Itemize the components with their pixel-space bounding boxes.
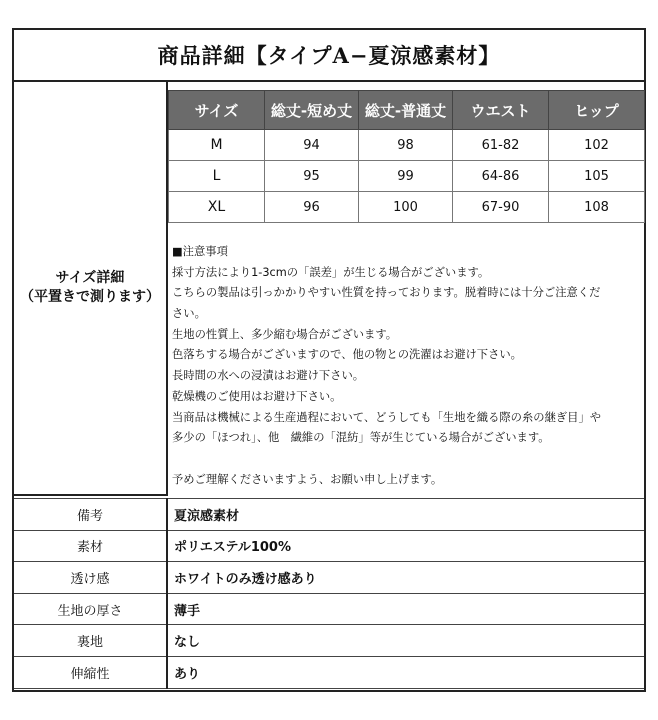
cell-hip: 108 (549, 192, 645, 223)
cell-length-regular: 98 (359, 130, 453, 161)
spec-row-stretch (14, 656, 644, 688)
spec-value: ポリエステル100% (167, 530, 644, 562)
size-table (168, 90, 645, 223)
note-line: 乾燥機のご使用はお避け下さい。 (172, 389, 342, 403)
cell-waist: 67-90 (453, 192, 549, 223)
spec-row-remarks (14, 499, 644, 531)
note-line: さい。 (172, 307, 206, 321)
product-detail-frame (12, 28, 646, 692)
cell-length-short: 94 (265, 130, 359, 161)
note-line: 当商品は機械による生産過程において、どうしても「生地を織る際の糸の継ぎ目」や (172, 410, 602, 424)
size-detail-label (14, 82, 168, 496)
spec-row-sheerness (14, 562, 644, 594)
note-blank-line (172, 449, 640, 470)
cell-length-regular: 99 (359, 161, 453, 192)
cell-size: L (169, 161, 265, 192)
header-waist: ウエスト (453, 91, 549, 130)
size-detail-heading: サイズ詳細 (55, 270, 125, 286)
spec-label: 裏地 (14, 625, 167, 657)
spec-value: なし (167, 625, 644, 657)
spec-label: 備考 (14, 499, 167, 531)
care-notes (172, 242, 640, 490)
spec-label: 透け感 (14, 562, 167, 594)
spec-label: 素材 (14, 530, 167, 562)
header-hip: ヒップ (549, 91, 645, 130)
table-row (169, 130, 645, 161)
header-length-short: 総丈-短め丈 (265, 91, 359, 130)
cell-waist: 61-82 (453, 130, 549, 161)
note-line: 長時間の水への浸漬はお避け下さい。 (172, 369, 365, 383)
header-length-regular: 総丈-普通丈 (359, 91, 453, 130)
size-detail-subheading: （平置きで測ります） (20, 289, 160, 305)
page-title: 商品詳細【タイプA−夏涼感素材】 (14, 30, 644, 82)
spec-row-material (14, 530, 644, 562)
cell-hip: 102 (549, 130, 645, 161)
spec-value: 夏涼感素材 (167, 499, 644, 531)
cell-waist: 64-86 (453, 161, 549, 192)
cell-size: M (169, 130, 265, 161)
note-line: 採寸方法により1-3cmの「誤差」が生じる場合がございます。 (172, 265, 490, 279)
spec-value: あり (167, 656, 644, 688)
spec-row-lining (14, 625, 644, 657)
cell-size: XL (169, 192, 265, 223)
cell-hip: 105 (549, 161, 645, 192)
note-line: 多少の「ほつれ」、他 繊維の「混紡」等が生じている場合がございます。 (172, 431, 550, 445)
cell-length-regular: 100 (359, 192, 453, 223)
note-line: 予めご理解くださいますよう、お願い申し上げます。 (172, 472, 443, 486)
spec-value: ホワイトのみ透け感あり (167, 562, 644, 594)
cell-length-short: 96 (265, 192, 359, 223)
spec-label: 伸縮性 (14, 656, 167, 688)
size-table-header (169, 91, 645, 130)
notes-heading: ■注意事項 (172, 245, 228, 258)
spec-label: 生地の厚さ (14, 593, 167, 625)
header-size: サイズ (169, 91, 265, 130)
note-line: 生地の性質上、多少縮む場合がございます。 (172, 327, 398, 341)
table-row (169, 192, 645, 223)
spec-row-thickness (14, 593, 644, 625)
table-row (169, 161, 645, 192)
cell-length-short: 95 (265, 161, 359, 192)
note-line: こちらの製品は引っかかりやすい性質を持っております。脱着時には十分ご注意くだ (172, 286, 601, 300)
note-line: 色落ちする場合がございますので、他の物との洗濯はお避け下さい。 (172, 348, 522, 362)
spec-value: 薄手 (167, 593, 644, 625)
spec-table (14, 498, 644, 689)
